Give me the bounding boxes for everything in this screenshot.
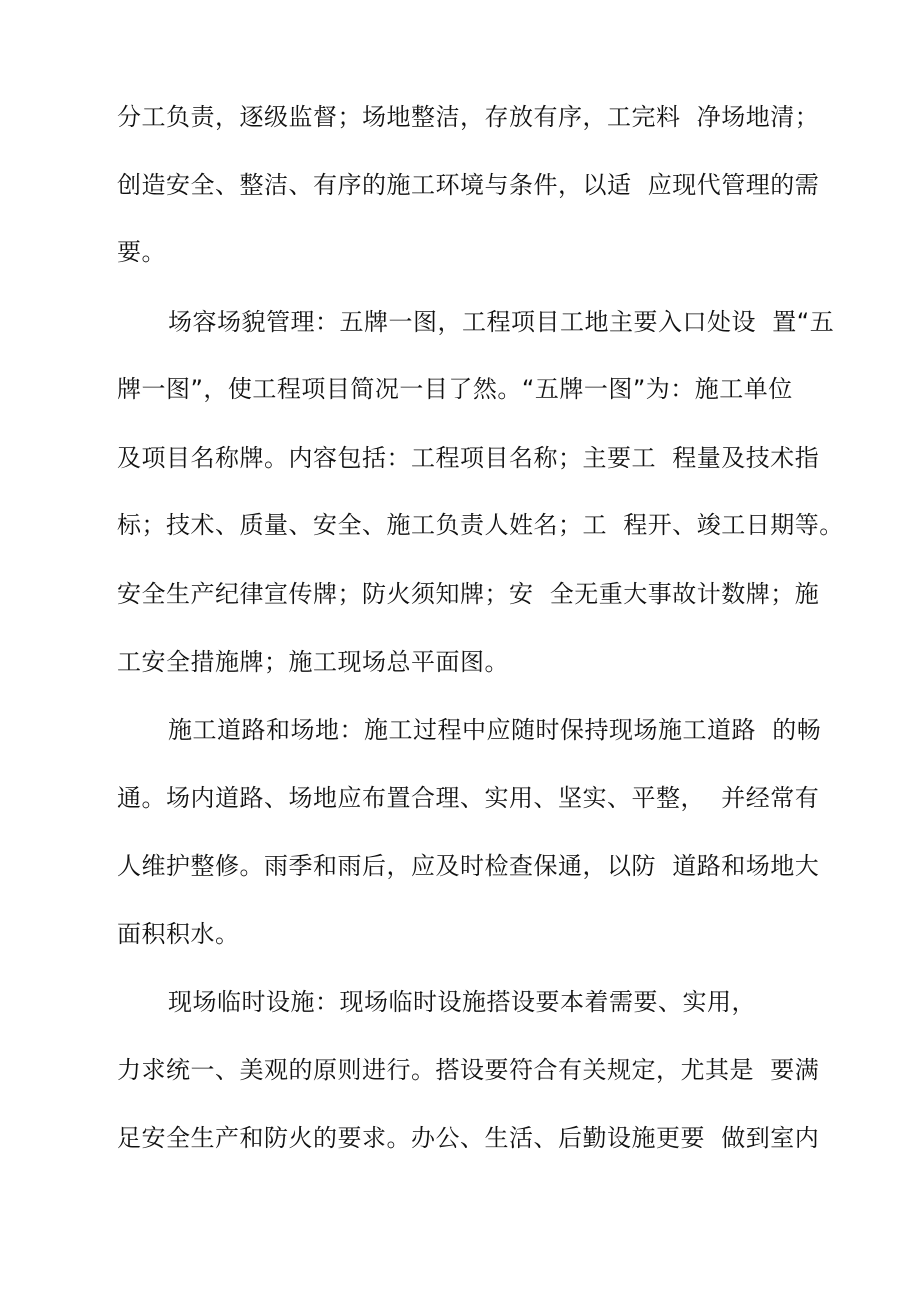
text-line: 及项目名称牌。内容包括：工程项目名称；主要工 程量及技术指 xyxy=(117,444,820,472)
text-line: 要。 xyxy=(117,238,166,266)
text-line: 工安全措施牌；施工现场总平面图。 xyxy=(117,648,509,676)
text-line: 安全生产纪律宣传牌；防火须知牌；安 全无重大事故计数牌；施 xyxy=(117,580,820,608)
text-line: 分工负责，逐级监督；场地整洁，存放有序，工完料 净场地清； xyxy=(117,103,820,131)
paragraph-start-line: 场容场貌管理：五牌一图，工程项目工地主要入口处设 置“五 xyxy=(168,308,835,336)
text-line: 通。场内道路、场地应布置合理、实用、坚实、平整， 并经常有 xyxy=(117,784,820,812)
paragraph-start-line: 施工道路和场地：施工过程中应随时保持现场施工道路 的畅 xyxy=(168,716,822,744)
paragraph-start-line: 现场临时设施：现场临时设施搭设要本着需要、实用， xyxy=(168,988,756,1016)
text-line: 人维护整修。雨季和雨后，应及时检查保通，以防 道路和场地大 xyxy=(117,852,820,880)
text-line: 面积积水。 xyxy=(117,920,240,948)
text-line: 力求统一、美观的原则进行。搭设要符合有关规定，尤其是 要满 xyxy=(117,1056,820,1084)
text-line: 创造安全、整洁、有序的施工环境与条件，以适 应现代管理的需 xyxy=(117,171,820,199)
text-line: 标；技术、质量、安全、施工负责人姓名；工 程开、竣工日期等。 xyxy=(117,511,844,539)
text-line: 足安全生产和防火的要求。办公、生活、后勤设施更要 做到室内 xyxy=(117,1124,820,1152)
text-line: 牌一图”，使工程项目简况一目了然。“五牌一图”为：施工单位 xyxy=(117,375,793,403)
